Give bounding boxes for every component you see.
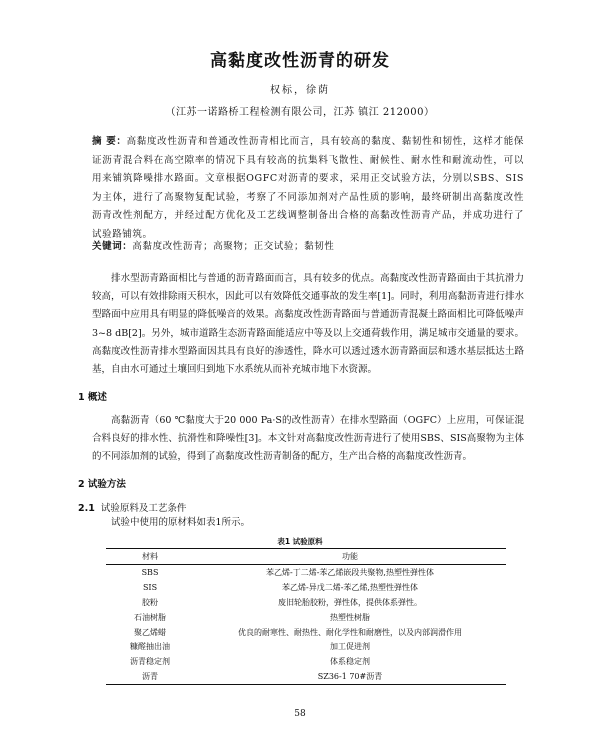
subsection-number: 2.1 <box>78 503 95 514</box>
table-header-material: 材料 <box>106 549 194 565</box>
table-row <box>106 580 506 595</box>
table-row <box>106 639 506 654</box>
cell-material: 沥青稳定剂 <box>130 657 170 667</box>
cell-material: 聚乙烯蜡 <box>134 627 166 637</box>
cell-material: SIS <box>142 582 158 592</box>
table-caption: 表1 试验原料 <box>277 537 323 546</box>
table-row <box>106 610 506 625</box>
materials-table <box>106 548 506 685</box>
keywords <box>92 238 524 252</box>
cell-material: 石油树脂 <box>134 612 166 622</box>
abstract <box>92 133 524 245</box>
affiliation: （江苏一诺路桥工程检测有限公司，江苏 镇江 212000） <box>165 107 435 118</box>
page-number: 58 <box>294 709 306 719</box>
cell-material: 沥青 <box>106 669 194 684</box>
abstract-text: 高黏度改性沥青和普通改性沥青相比而言，具有较高的黏度、黏韧性和韧性，这样才能保证沥青混合料在高空隙率的情况下具有较高的抗集料飞散性、耐候性、耐水性和耐流动性，可以用来铺筑降噪排水路面。文章根据OGFC对沥青的要求，采用正交试验方法，分别以SBS、SIS为主体，进行了高聚物复配试验，考察了不同添加剂对产品性质的影响，最终研制出高黏度改性沥青改性剂配方，并经过配方优化及工艺线调整制备出合格的高黏改性沥青产品，并成功进行了试验路铺筑。 <box>92 136 524 240</box>
intro-paragraph: 排水型沥青路面相比与普通的沥青路面而言，具有较多的优点。高黏度改性沥青路面由于其抗滑力较高，可以有效排除雨天积水，因此可以有效降低交通事故的发生率[1]。同时，利用高黏沥青进行排水型路面中应用具有明显的降低噪音的效果。高黏度改性沥青路面与普通沥青混凝土路面相比可降低噪声3~8 dB[2]。另外，城市道路生态沥青路面能适应中等及以上交通荷载作用，满足城市交通量的要求。高黏度改性沥青排水型路面因其具有良好的渗透性，降水可以透过透水沥青路面层和透水基层抵达土路基，自由水可通过土壤回归到地下水系统从而补充城市地下水资源。 <box>92 273 524 376</box>
cell-function: 废旧轮胎胶粉，弹性体，提供体系弹性。 <box>278 597 422 607</box>
table-row <box>106 625 506 640</box>
table-header-function: 功能 <box>194 549 506 565</box>
table-header-row <box>106 549 506 565</box>
abstract-label: 摘 要： <box>92 136 127 147</box>
section-2-heading: 2 试验方法 <box>78 479 126 490</box>
subsection-2-1-heading <box>78 500 186 514</box>
cell-function: 苯乙烯-丁二烯-苯乙烯嵌段共聚物,热塑性弹性体 <box>266 567 434 577</box>
subsection-title: 试验原料及工艺条件 <box>100 503 187 514</box>
cell-material: 胶粉 <box>142 597 158 607</box>
cell-material: SBS <box>141 567 159 577</box>
section-1-text: 高黏沥青（60 ℃黏度大于20 000 Pa·S的改性沥青）在排水型路面（OGFC）上应用，可保证混合料良好的排水性、抗滑性和降噪性[3]。本文针对高黏度改性沥青进行了使用SBS、SIS高聚物为主体的不同添加剂的试验，得到了高黏度改性沥青制备的配方，生产出合格的高黏度改性沥青。 <box>92 415 524 463</box>
authors: 权标，徐荫 <box>270 85 330 96</box>
subsection-2-1-text: 试验中使用的原材料如表1所示。 <box>111 517 251 528</box>
table-row <box>106 595 506 610</box>
keywords-text: 高黏度改性沥青；高聚物；正交试验；黏韧性 <box>132 241 335 252</box>
cell-function: 加工促进剂 <box>330 642 370 652</box>
table-row <box>106 565 506 580</box>
table-row <box>106 669 506 684</box>
keywords-label: 关键词： <box>92 241 133 252</box>
paper-title: 高黏度改性沥青的研发 <box>210 51 390 71</box>
cell-function: 优良的耐寒性、耐热性、耐化学性和耐磨性，以及内部润滑作用 <box>238 627 462 637</box>
cell-function: 苯乙烯-异戊二烯-苯乙烯,热塑性弹性体 <box>282 582 418 592</box>
table-row <box>106 654 506 669</box>
cell-function: SZ36-1 70#沥青 <box>194 669 506 684</box>
cell-function: 热塑性树脂 <box>330 612 370 622</box>
cell-material: 糠醛抽出油 <box>130 642 170 652</box>
section-1-heading: 1 概述 <box>78 392 107 403</box>
cell-function: 体系稳定剂 <box>330 657 370 667</box>
